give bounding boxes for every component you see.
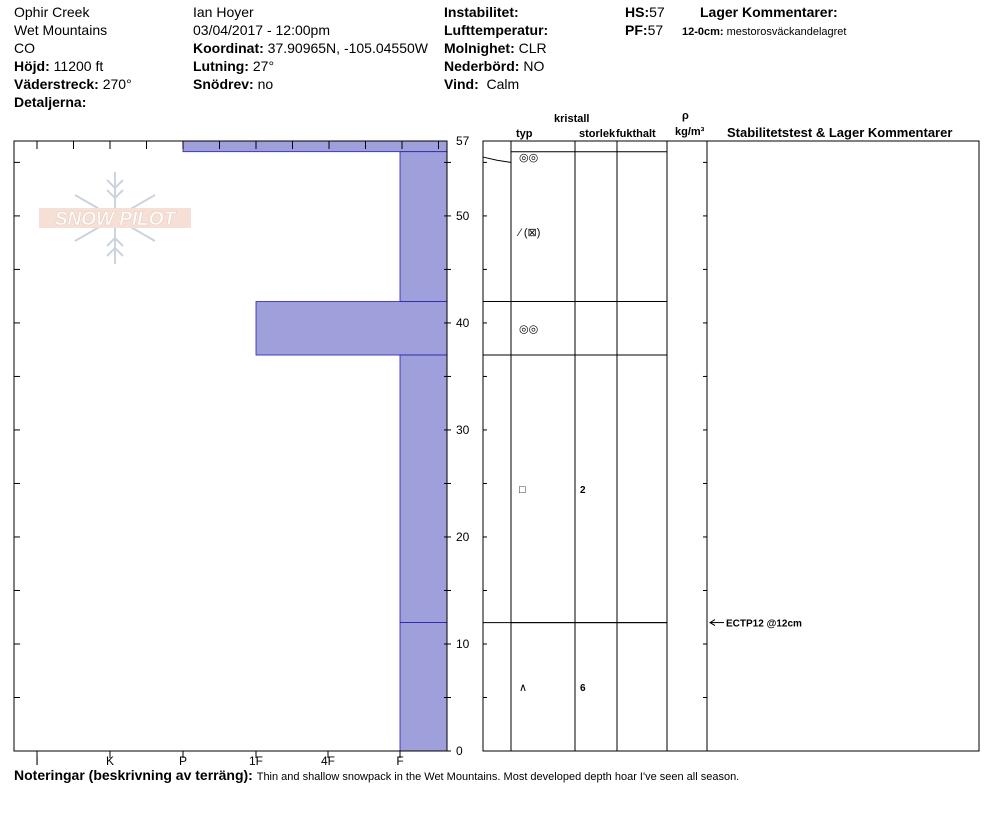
precip-value: NO	[523, 58, 545, 74]
grain-type-symbol: ◎◎	[519, 152, 539, 165]
x-tick-label: K	[105, 754, 115, 768]
depth-tick-label: 40	[456, 315, 470, 330]
x-tick-label: 4F	[320, 754, 336, 768]
moisture-column-header: fukthalt	[616, 128, 656, 140]
grain-type-symbol: ∧	[519, 681, 528, 694]
layer-comment-text: mestorosväckandelagret	[726, 26, 847, 38]
depth-tick-label: 50	[456, 208, 470, 223]
hardness-bar	[400, 152, 447, 302]
hardness-bar	[400, 623, 447, 751]
pf-value: 57	[647, 22, 664, 38]
pf-label: PF:	[625, 22, 648, 38]
aspect-value: 270°	[102, 76, 132, 92]
state: CO	[14, 40, 35, 56]
grain-type-symbol: ⁄ (⊠)	[519, 226, 541, 239]
location-name: Ophir Creek	[14, 4, 90, 20]
watermark-text: SNOW PILOT	[54, 209, 176, 230]
hardness-bar	[183, 141, 447, 152]
wind-value: Calm	[486, 76, 520, 92]
grain-size-label: 2	[580, 484, 586, 496]
watermark-logo	[39, 172, 191, 264]
coordinates-label: Koordinat:	[193, 40, 264, 56]
hardness-bar	[400, 355, 447, 623]
stability-test-label: ECTP12 @12cm	[726, 618, 802, 630]
hardness-frame	[14, 141, 447, 751]
density-unit-header: kg/m³	[675, 126, 705, 138]
notes-label: Noteringar (beskrivning av terräng):	[14, 767, 253, 783]
x-tick-label: P	[178, 754, 188, 768]
stability-tests	[710, 619, 802, 630]
wind-label: Vind:	[444, 76, 479, 92]
elevation-label: Höjd:	[14, 58, 50, 74]
notes-row	[14, 767, 739, 785]
layer-comments-label: Lager Kommentarer:	[700, 4, 838, 20]
hardness-bar	[256, 302, 447, 356]
hs-value: 57	[649, 4, 665, 20]
hs-label: HS:	[625, 4, 650, 20]
drift-value: no	[257, 76, 274, 92]
grain-type-symbol: □	[519, 483, 526, 496]
hardness-bars	[183, 141, 447, 751]
sky-label: Molnighet:	[444, 40, 515, 56]
x-tick-label: F	[396, 754, 404, 768]
instability-label: Instabilitet:	[444, 4, 519, 20]
details-label: Detaljerna:	[14, 94, 87, 110]
drift-label: Snödrev:	[193, 76, 254, 92]
depth-tick-label: 0	[456, 744, 463, 758]
observation-datetime: 03/04/2017 - 12:00pm	[193, 22, 330, 38]
rho-column-header: ρ	[682, 110, 689, 122]
depth-tick-label: 10	[456, 636, 470, 651]
x-tick-label: 1F	[248, 754, 264, 768]
mountain-range: Wet Mountains	[14, 22, 108, 38]
depth-tick-label: 30	[456, 422, 470, 437]
coordinates-value: 37.90965N, -105.04550W	[267, 40, 428, 56]
type-column-header: typ	[516, 128, 533, 140]
table-border	[483, 141, 979, 751]
depth-tick-label: 57	[456, 134, 470, 148]
layer-table	[483, 141, 979, 751]
precip-label: Nederbörd:	[444, 58, 520, 74]
slope-value: 27°	[252, 58, 275, 74]
crystal-column-header: kristall	[554, 113, 590, 125]
hardness-axis	[35, 751, 403, 768]
slope-label: Lutning:	[193, 58, 249, 74]
layer-connector	[483, 157, 511, 162]
notes-text: Thin and shallow snowpack in the Wet Mountains. Most developed depth hoar I've seen all season.	[256, 771, 740, 783]
sky-value: CLR	[518, 40, 547, 56]
aspect-label: Väderstreck:	[14, 76, 99, 92]
hardness-frame-border	[14, 141, 447, 751]
air-temperature-label: Lufttemperatur:	[444, 22, 549, 38]
layer-comment-range: 12-0cm:	[682, 26, 724, 38]
observer-name: Ian Hoyer	[193, 4, 254, 20]
elevation-value: 11200 ft	[53, 58, 104, 74]
stability-column-header: Stabilitetstest & Lager Kommentarer	[727, 125, 953, 140]
size-column-header: storlek	[579, 128, 616, 140]
grain-type-symbol: ◎◎	[519, 323, 539, 336]
x-tick-label: I	[35, 754, 39, 768]
grain-size-label: 6	[580, 682, 586, 694]
depth-tick-label: 20	[456, 529, 470, 544]
